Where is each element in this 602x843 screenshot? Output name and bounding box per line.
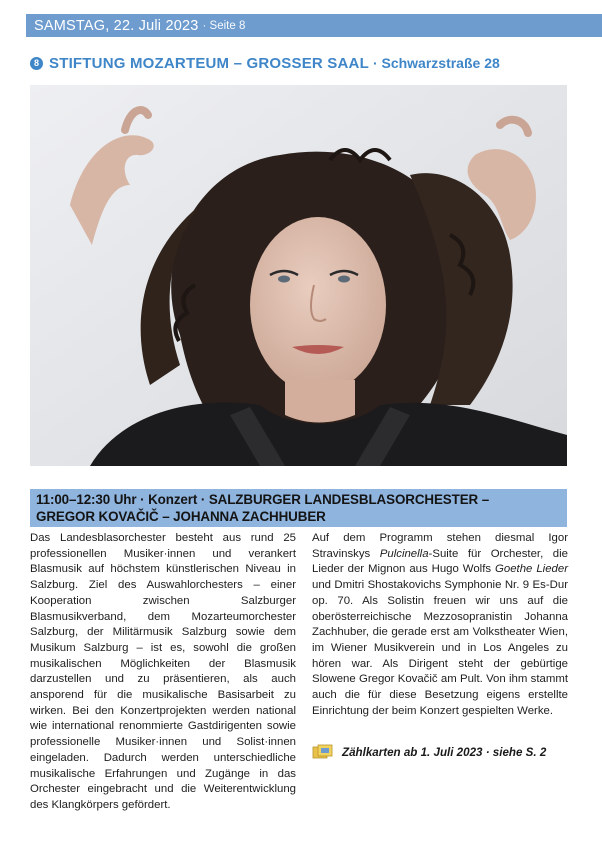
description-left-column: Das Landesblasorchester besteht aus rund 25 professionellen Musiker·innen und verankert Blasmusik auf höchstem künstlerischen Niveau in Salzburg. Ziel des Auswahlorchesters – einer Kooperation zwischen Salzburger Blasmusikverband, dem Mozarteumorchester Salzburg, der Militärmusik Salzburg sowie dem Musikum Salzburg – ist es, sowohl die großen musikalischen Möglichkeiten der Blasmusik darzustellen und zu präsentieren, als auch ansporend für die musikalische Basisarbeit zu wirken. Bei den Konzertprojekten werden national wie international renommierte Gastdirigenten sowie professionelle Musiker·innen und Solist·innen eingeladen. Dadurch werden unterschiedliche musikalische Erfahrungen und Zugänge in das Orchester eingebracht und die Weiterentwicklung des Klangkörpers gefördert.	[30, 532, 296, 811]
right-text-1: Auf dem Programm stehen diesmal Igor Stravinskys	[312, 532, 568, 560]
right-text-2: -Suite für Orchester, die Lieder der Mignon aus Hugo Wolfs	[312, 547, 568, 576]
header-date: SAMSTAG, 22. Juli 2023	[34, 17, 199, 34]
ticket-info	[312, 743, 580, 761]
right-text-3: und Dmitri Shostakovichs Symphonie Nr. 9 Es-Dur op. 70. Als Solistin freuen wir uns auf die oberösterreichische Mezzosopranistin Johanna Zachhuber, die gerade erst am Volkstheater Wien, im Wiener Musikverein und in Los Angeles zu hören war. Als Dirigent steht der gebürtige Slowene Gregor Kovačič am Pult. Von ihm stammt auch die für diese Besetzung eigens erstellte Einrichtung der beim Konzert gespielten Werke.	[312, 579, 568, 717]
ticket-text: Zählkarten ab 1. Juli 2023 · siehe S. 2	[342, 745, 547, 759]
description-right-column	[312, 531, 568, 719]
ticket-icon	[312, 744, 334, 760]
venue-number-badge: 8	[30, 57, 43, 70]
header-bar	[26, 14, 602, 37]
header-page: · Seite 8	[202, 19, 246, 32]
event-title-line-2: GREGOR KOVAČIČ – JOHANNA ZACHHUBER	[36, 509, 326, 524]
work-title-pulcinella: Pulcinella	[379, 547, 429, 560]
event-title-line-1: 11:00–12:30 Uhr · Konzert · SALZBURGER LANDESBLASORCHESTER –	[36, 492, 490, 507]
event-title-bar	[30, 489, 567, 527]
venue-heading	[30, 52, 590, 74]
venue-address: · Schwarzstraße 28	[372, 55, 500, 71]
portrait-photo	[30, 85, 567, 466]
venue-name: STIFTUNG MOZARTEUM – GROSSER SAAL	[49, 54, 369, 72]
work-title-goethe-lieder: Goethe Lieder	[495, 563, 568, 576]
